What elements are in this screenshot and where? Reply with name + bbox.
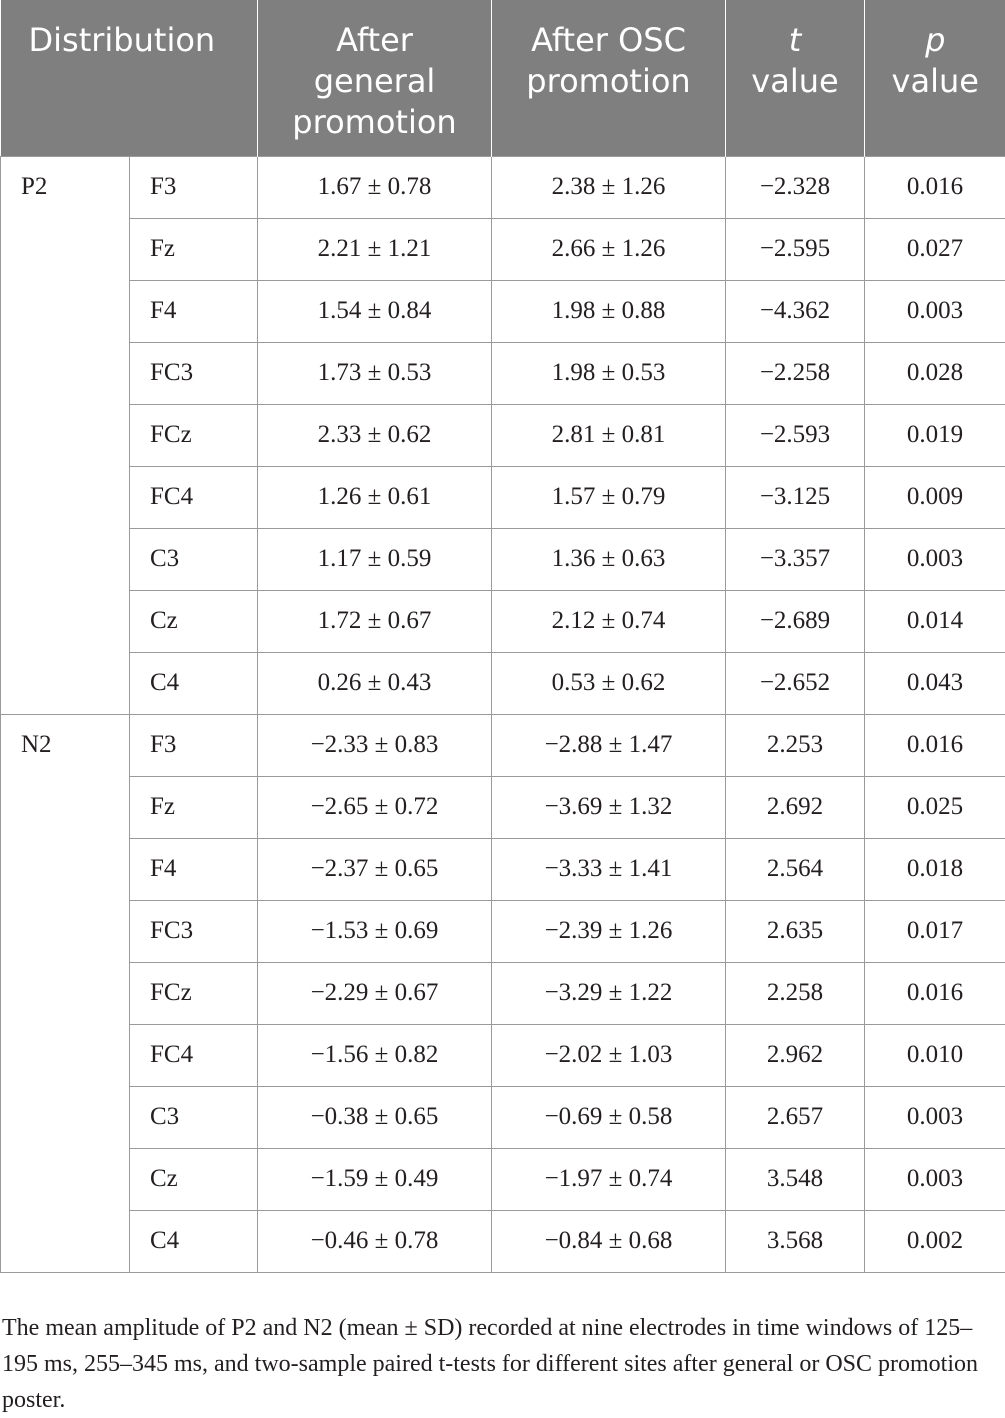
table-row [1,156,1005,218]
t-value-cell: 2.253 [726,714,865,776]
electrode-cell: Cz [130,590,258,652]
table-row [1,776,1005,838]
electrode-cell: FC4 [130,1024,258,1086]
electrode-cell: C4 [130,652,258,714]
header-distribution-label: Distribution [29,0,252,61]
table-row [1,466,1005,528]
t-value-cell: 2.564 [726,838,865,900]
after-general-cell: 1.26 ± 0.61 [258,466,492,528]
p-value-cell: 0.016 [865,714,1005,776]
table-row [1,404,1005,466]
electrode-cell: F4 [130,838,258,900]
after-osc-cell: 1.36 ± 0.63 [492,528,726,590]
after-general-cell: −1.53 ± 0.69 [258,900,492,962]
after-general-cell: 1.73 ± 0.53 [258,342,492,404]
table-row [1,590,1005,652]
header-after-general-line1: After [336,21,413,59]
table-header [1,0,1005,156]
header-after-general-line2: general [314,62,436,100]
after-osc-cell: −3.69 ± 1.32 [492,776,726,838]
after-osc-cell: −3.29 ± 1.22 [492,962,726,1024]
table-footnote: The mean amplitude of P2 and N2 (mean ± SD) recorded at nine electrodes in time windows of 125–195 ms, 255–345 ms, and two-sample paired t-tests for different sites after general or OSC promotion poster. [2,1310,1002,1418]
table-row [1,900,1005,962]
t-value-cell: −2.689 [726,590,865,652]
after-osc-cell: −0.84 ± 0.68 [492,1210,726,1272]
electrode-cell: FC4 [130,466,258,528]
t-value-cell: 2.692 [726,776,865,838]
table-row [1,962,1005,1024]
p-value-cell: 0.003 [865,1148,1005,1210]
electrode-cell: FC3 [130,342,258,404]
t-value-cell: −2.258 [726,342,865,404]
p-value-cell: 0.016 [865,962,1005,1024]
header-row [1,0,1005,156]
t-value-cell: −2.593 [726,404,865,466]
header-p-value-label: value [892,62,979,100]
table-row [1,1086,1005,1148]
table-row [1,528,1005,590]
table-row [1,218,1005,280]
p-value-cell: 0.016 [865,156,1005,218]
electrode-cell: F4 [130,280,258,342]
header-t-value-label: value [751,62,838,100]
after-osc-cell: 2.12 ± 0.74 [492,590,726,652]
t-value-cell: 2.657 [726,1086,865,1148]
after-general-cell: −2.33 ± 0.83 [258,714,492,776]
p-value-cell: 0.003 [865,528,1005,590]
p-value-cell: 0.009 [865,466,1005,528]
p-value-cell: 0.018 [865,838,1005,900]
after-general-cell: 1.17 ± 0.59 [258,528,492,590]
electrode-cell: C3 [130,528,258,590]
p-value-cell: 0.017 [865,900,1005,962]
after-general-cell: −2.65 ± 0.72 [258,776,492,838]
after-osc-cell: 1.57 ± 0.79 [492,466,726,528]
p-value-cell: 0.028 [865,342,1005,404]
after-osc-cell: −3.33 ± 1.41 [492,838,726,900]
electrode-cell: F3 [130,714,258,776]
electrode-cell: F3 [130,156,258,218]
header-distribution [1,0,258,156]
t-value-cell: 2.258 [726,962,865,1024]
t-value-cell: 2.962 [726,1024,865,1086]
after-general-cell: 1.67 ± 0.78 [258,156,492,218]
header-t-symbol: t [789,21,802,59]
p-value-cell: 0.002 [865,1210,1005,1272]
t-value-cell: −3.125 [726,466,865,528]
electrode-cell: Fz [130,776,258,838]
t-value-cell: −4.362 [726,280,865,342]
table-row [1,838,1005,900]
after-general-cell: 2.33 ± 0.62 [258,404,492,466]
after-osc-cell: −2.88 ± 1.47 [492,714,726,776]
after-general-cell: 2.21 ± 1.21 [258,218,492,280]
header-after-general [258,0,492,156]
table-row [1,1210,1005,1272]
header-after-general-line3: promotion [292,103,456,141]
after-general-cell: −2.29 ± 0.67 [258,962,492,1024]
after-osc-cell: 2.38 ± 1.26 [492,156,726,218]
t-value-cell: −2.328 [726,156,865,218]
electrode-cell: FCz [130,962,258,1024]
after-osc-cell: −2.39 ± 1.26 [492,900,726,962]
t-value-cell: −2.595 [726,218,865,280]
after-general-cell: −0.46 ± 0.78 [258,1210,492,1272]
p-value-cell: 0.025 [865,776,1005,838]
p-value-cell: 0.019 [865,404,1005,466]
header-t-value [726,0,865,156]
p-value-cell: 0.027 [865,218,1005,280]
table-row [1,1024,1005,1086]
header-after-osc-line1: After OSC [531,21,686,59]
t-value-cell: −3.357 [726,528,865,590]
after-general-cell: −1.59 ± 0.49 [258,1148,492,1210]
table-row [1,1148,1005,1210]
t-value-cell: 2.635 [726,900,865,962]
table-row [1,652,1005,714]
electrode-cell: Fz [130,218,258,280]
after-osc-cell: 2.66 ± 1.26 [492,218,726,280]
electrode-cell: C4 [130,1210,258,1272]
header-after-osc-line2: promotion [526,62,690,100]
p-value-cell: 0.003 [865,1086,1005,1148]
after-osc-cell: 1.98 ± 0.88 [492,280,726,342]
component-label: N2 [1,714,130,1272]
after-osc-cell: 1.98 ± 0.53 [492,342,726,404]
after-general-cell: 0.26 ± 0.43 [258,652,492,714]
t-value-cell: 3.568 [726,1210,865,1272]
after-osc-cell: −1.97 ± 0.74 [492,1148,726,1210]
header-p-symbol: p [925,21,945,59]
electrode-cell: C3 [130,1086,258,1148]
electrode-cell: Cz [130,1148,258,1210]
p-value-cell: 0.010 [865,1024,1005,1086]
after-general-cell: −0.38 ± 0.65 [258,1086,492,1148]
t-value-cell: −2.652 [726,652,865,714]
after-osc-cell: −0.69 ± 0.58 [492,1086,726,1148]
after-osc-cell: 2.81 ± 0.81 [492,404,726,466]
electrode-cell: FCz [130,404,258,466]
table-row [1,280,1005,342]
after-general-cell: −2.37 ± 0.65 [258,838,492,900]
after-general-cell: 1.54 ± 0.84 [258,280,492,342]
after-general-cell: 1.72 ± 0.67 [258,590,492,652]
p-value-cell: 0.043 [865,652,1005,714]
after-osc-cell: 0.53 ± 0.62 [492,652,726,714]
t-value-cell: 3.548 [726,1148,865,1210]
header-after-osc [492,0,726,156]
after-general-cell: −1.56 ± 0.82 [258,1024,492,1086]
table-row [1,342,1005,404]
electrode-cell: FC3 [130,900,258,962]
p-value-cell: 0.003 [865,280,1005,342]
table-body [1,156,1005,1272]
after-osc-cell: −2.02 ± 1.03 [492,1024,726,1086]
header-p-value [865,0,1005,156]
table-row [1,714,1005,776]
p-value-cell: 0.014 [865,590,1005,652]
component-label: P2 [1,156,130,714]
